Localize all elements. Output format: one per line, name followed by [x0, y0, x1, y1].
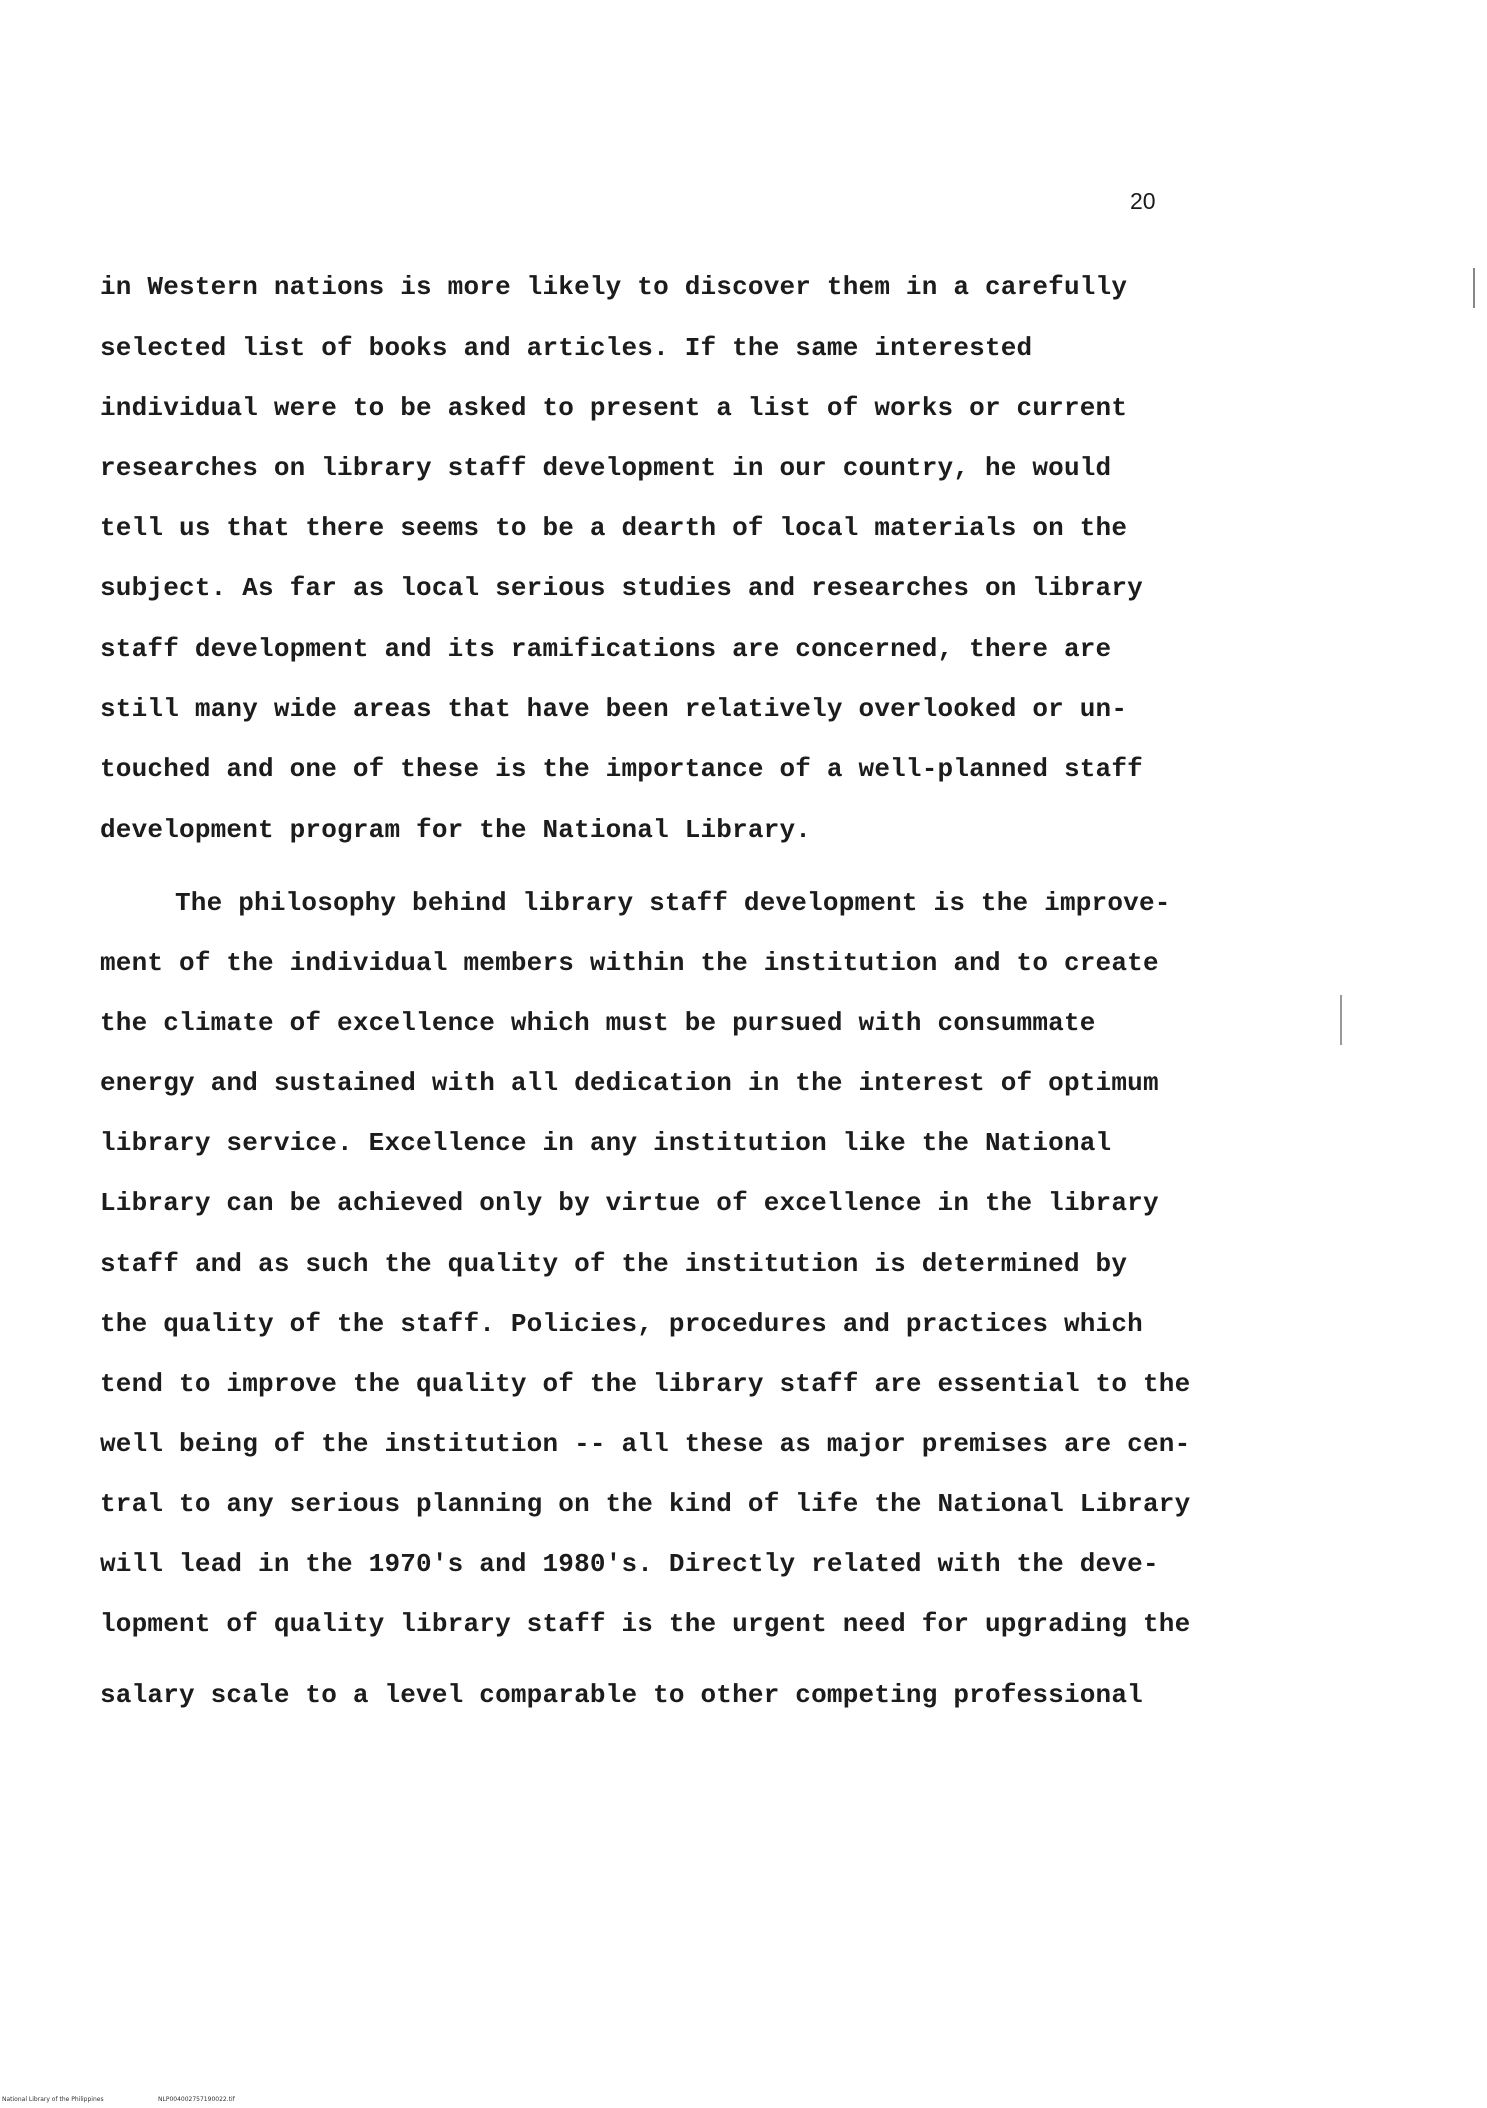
footer-source: National Library of the Philippines [2, 2096, 104, 2103]
scan-artifact [1340, 995, 1342, 1045]
text-line: the climate of excellence which must be pursued with consummate [100, 1008, 1096, 1038]
text-line: well being of the institution -- all these as major premises are cen- [100, 1429, 1191, 1459]
text-line: ment of the individual members within the institution and to create [100, 948, 1159, 978]
text-line: selected list of books and articles. If the same interested [100, 333, 1033, 363]
text-line: Library can be achieved only by virtue of excellence in the library [100, 1188, 1159, 1218]
scan-artifact [1473, 268, 1475, 308]
text-line: library service. Excellence in any institution like the National [100, 1128, 1112, 1158]
text-line: energy and sustained with all dedication in the interest of optimum [100, 1068, 1159, 1098]
text-line: lopment of quality library staff is the urgent need for upgrading the [100, 1609, 1191, 1639]
text-line: tend to improve the quality of the library staff are essential to the [100, 1369, 1191, 1399]
text-line: in Western nations is more likely to discover them in a carefully [100, 272, 1128, 302]
paragraph-first-line: The philosophy behind library staff development is the improve- [175, 888, 1171, 918]
text-line: individual were to be asked to present a list of works or current [100, 393, 1128, 423]
text-line: salary scale to a level comparable to other competing professional [100, 1680, 1143, 1710]
text-line: touched and one of these is the importance of a well-planned staff [100, 754, 1143, 784]
text-line: tral to any serious planning on the kind of life the National Library [100, 1489, 1191, 1519]
text-line: the quality of the staff. Policies, procedures and practices which [100, 1309, 1143, 1339]
text-line: staff development and its ramifications are concerned, there are [100, 634, 1112, 664]
text-line: development program for the National Library. [100, 815, 812, 845]
footer-image-id: NLP004002757190022.tif [158, 2096, 235, 2103]
text-line: will lead in the 1970's and 1980's. Directly related with the deve- [100, 1549, 1159, 1579]
text-line: still many wide areas that have been relatively overlooked or un- [100, 694, 1128, 724]
text-line: researches on library staff development in our country, he would [100, 453, 1112, 483]
text-line: staff and as such the quality of the institution is determined by [100, 1249, 1128, 1279]
text-line: tell us that there seems to be a dearth of local materials on the [100, 513, 1128, 543]
text-line: subject. As far as local serious studies and researches on library [100, 573, 1143, 603]
page-number: 20 [1130, 188, 1156, 214]
